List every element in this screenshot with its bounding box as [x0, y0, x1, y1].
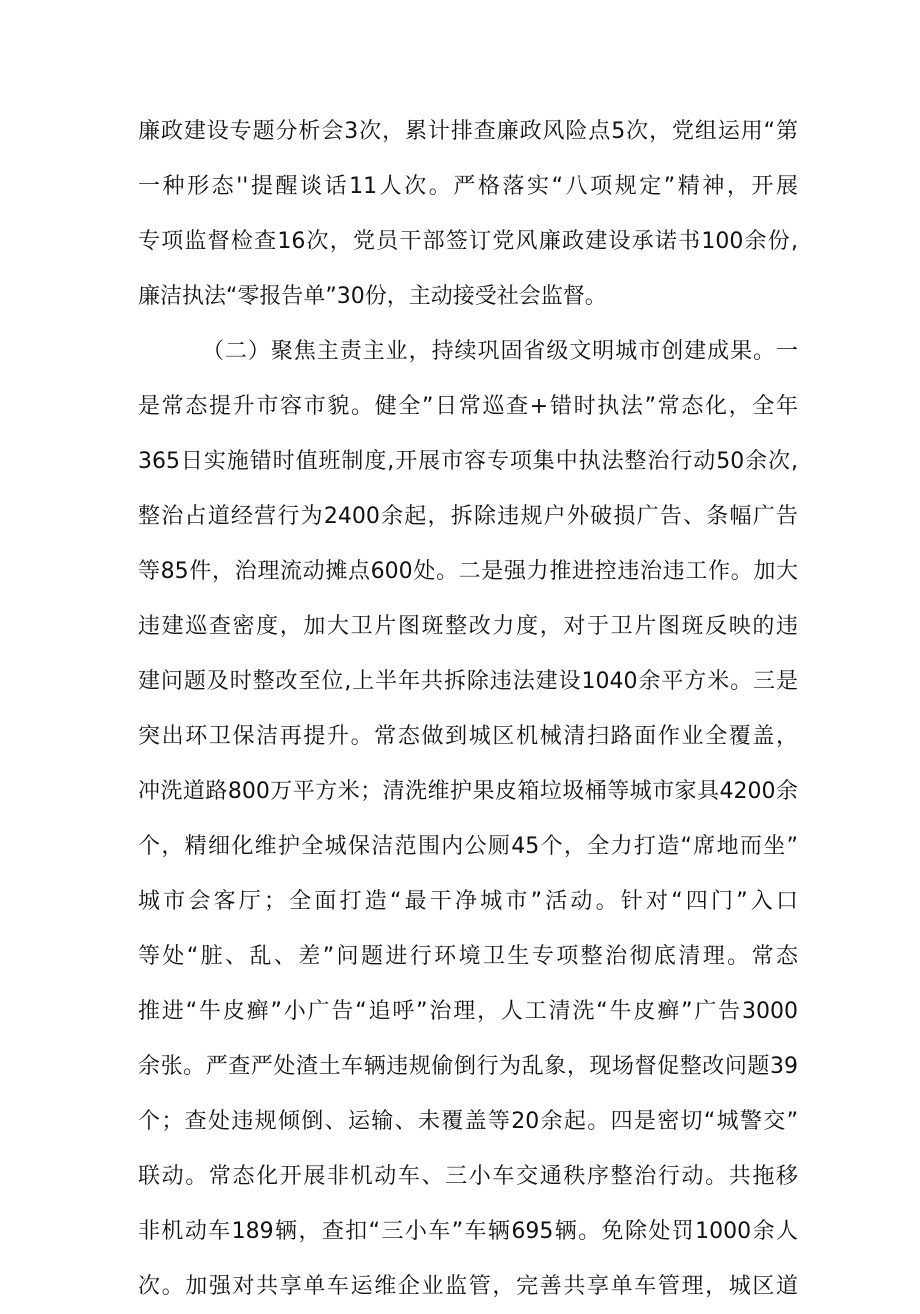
text-line: 廉政建设专题分析会3次，累计排查廉政风险点5次，党组运用“第 [138, 119, 798, 144]
text-line: 整治占道经营行为2400余起，拆除违规户外破损广告、条幅广告 [138, 504, 798, 529]
text-line: 专项监督检查16次，党员干部签订党风廉政建设承诺书100余份, [138, 229, 798, 254]
text-line: 个；查处违规倾倒、运输、未覆盖等20余起。四是密切“城警交” [138, 1109, 798, 1134]
text-line: 余张。严查严处渣土车辆违规偷倒行为乱象，现场督促整改问题39 [138, 1054, 798, 1079]
text-line: 一种形态''提醒谈话11人次。严格落实“八项规定”精神，开展 [138, 174, 798, 199]
text-line: 推进“牛皮癣”小广告“追呼”治理，人工清洗“牛皮癣”广告3000 [138, 999, 798, 1024]
text-line: 次。加强对共享单车运维企业监管，完善共享单车管理，城区道 [138, 1274, 798, 1299]
text-line: 违建巡查密度，加大卫片图斑整改力度，对于卫片图斑反映的违 [138, 614, 798, 639]
text-line: 等处“脏、乱、差”问题进行环境卫生专项整治彻底清理。常态 [138, 944, 798, 969]
text-line: 等85件，治理流动摊点600处。二是强力推进控违治违工作。加大 [138, 559, 798, 584]
text-line: 是常态提升市容市貌。健全”日常巡查+错时执法”常态化，全年 [138, 394, 798, 419]
text-line: 突出环卫保洁再提升。常态做到城区机械清扫路面作业全覆盖， [138, 724, 798, 749]
text-line: 建问题及时整改至位,上半年共拆除违法建设1040余平方米。三是 [138, 669, 798, 694]
text-line: 城市会客厅；全面打造“最干净城市”活动。针对“四门”入口 [138, 889, 798, 914]
text-line: 联动。常态化开展非机动车、三小车交通秩序整治行动。共拖移 [138, 1164, 798, 1189]
text-line: 个，精细化维护全城保洁范围内公厕45个，全力打造“席地而坐” [138, 834, 798, 859]
text-line: 廉洁执法“零报告单”30份，主动接受社会监督。 [138, 284, 607, 309]
body-text [138, 104, 798, 1314]
section-heading-line: （二）聚焦主责主业，持续巩固省级文明城市创建成果。一 [202, 339, 798, 364]
text-line: 非机动车189辆，查扣“三小车”车辆695辆。免除处罚1000余人 [138, 1219, 798, 1244]
text-line: 365日实施错时值班制度,开展市容专项集中执法整治行动50余次, [138, 449, 798, 474]
text-line: 冲洗道路800万平方米；清洗维护果皮箱垃圾桶等城市家具4200余 [138, 779, 798, 804]
